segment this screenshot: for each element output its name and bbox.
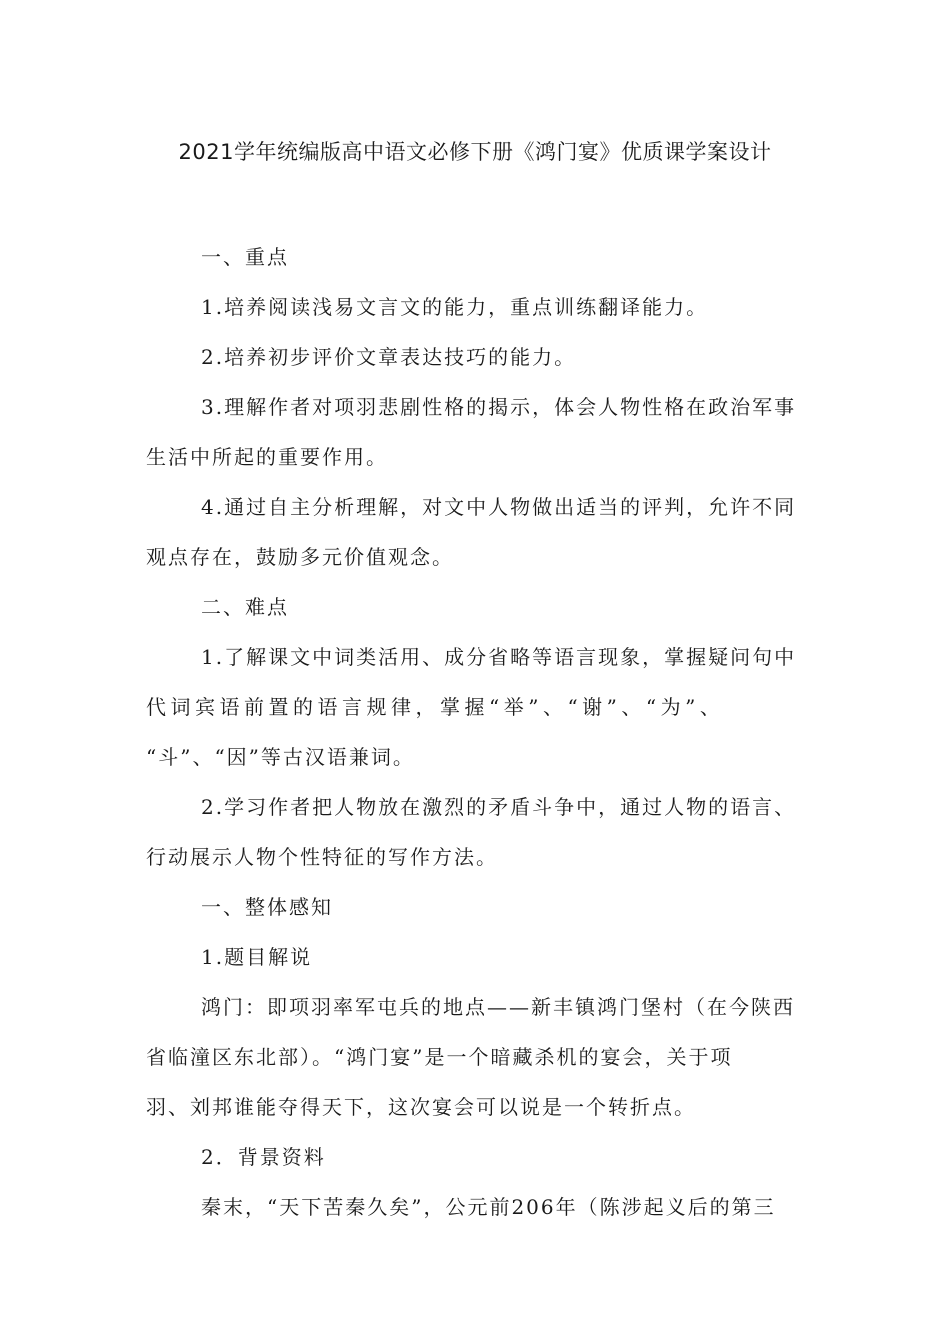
paragraph-line: 2.培养初步评价文章表达技巧的能力。 [201, 345, 577, 369]
paragraph-line: 2.学习作者把人物放在激烈的矛盾斗争中，通过人物的语言、 [201, 795, 797, 819]
paragraph-line: “斗”、“因”等古汉语兼词。 [146, 745, 415, 769]
paragraph-line: 1.培养阅读浅易文言文的能力，重点训练翻译能力。 [201, 295, 709, 319]
paragraph-line: 生活中所起的重要作用。 [146, 445, 388, 469]
paragraph-line: 观点存在，鼓励多元价值观念。 [146, 545, 454, 569]
subheading-background: 2．背景资料 [201, 1145, 326, 1169]
document-body [146, 232, 806, 1232]
section-heading-key-points: 一、重点 [201, 245, 289, 269]
section-heading-overall-perception: 一、整体感知 [201, 895, 333, 919]
paragraph-line: 3.理解作者对项羽悲剧性格的揭示，体会人物性格在政治军事 [201, 395, 797, 419]
subheading-title-explanation: 1.题目解说 [201, 945, 313, 969]
paragraph-line: 代词宾语前置的语言规律，掌握“举”、“谢”、“为”、 [146, 695, 725, 719]
paragraph-line: 1.了解课文中词类活用、成分省略等语言现象，掌握疑问句中 [201, 645, 797, 669]
section-heading-difficulties: 二、难点 [201, 595, 289, 619]
paragraph-line: 羽、刘邦谁能夺得天下，这次宴会可以说是一个转折点。 [146, 1095, 696, 1119]
document-title: 2021学年统编版高中语文必修下册《鸿门宴》优质课学案设计 [178, 140, 772, 164]
paragraph-line: 鸿门：即项羽率军屯兵的地点——新丰镇鸿门堡村（在今陕西 [201, 995, 795, 1019]
paragraph-line: 省临潼区东北部）。“鸿门宴”是一个暗藏杀机的宴会，关于项 [146, 1045, 733, 1069]
paragraph-line: 行动展示人物个性特征的写作方法。 [146, 845, 498, 869]
paragraph-line: 4.通过自主分析理解，对文中人物做出适当的评判，允许不同 [201, 495, 797, 519]
paragraph-line: 秦末，“天下苦秦久矣”，公元前206年（陈涉起义后的第三 [201, 1195, 776, 1219]
